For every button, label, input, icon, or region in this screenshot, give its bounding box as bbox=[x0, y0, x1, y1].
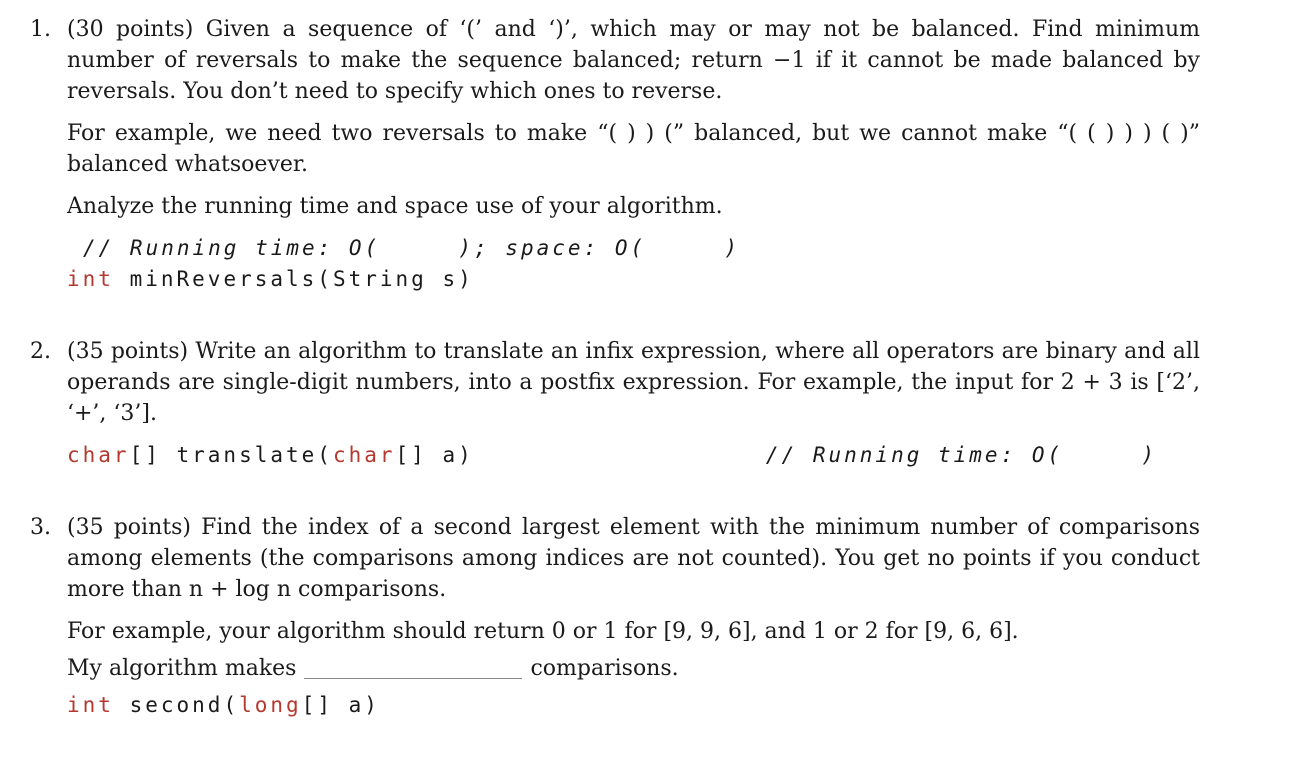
problem-number: 1. bbox=[30, 17, 51, 42]
comparison-count-line bbox=[67, 653, 1200, 684]
problem-1 bbox=[30, 14, 1200, 295]
problem-statement: (30 points) Given a sequence of ‘(’ and ‘)’, which may or may not be balanced. Find minimum number of reversals to make the sequence balanced; return −1 if it cannot be made balanced by reversals. You don’t need to specify which ones to reverse. bbox=[67, 17, 1200, 104]
code-text: [] a) bbox=[395, 443, 474, 467]
problem-2 bbox=[30, 336, 1200, 471]
problem-3 bbox=[30, 512, 1200, 721]
code-keyword: int bbox=[67, 693, 114, 717]
code-block bbox=[67, 233, 1200, 264]
analyze-instruction: Analyze the running time and space use of your algorithm. bbox=[67, 194, 723, 219]
problem-statement: (35 points) Write an algorithm to translate an infix expression, where all operators are binary and all operands are single-digit numbers, into a postfix expression. For example, the input for 2 + 3 is [‘2’, ‘+’, ‘3’]. bbox=[67, 339, 1200, 426]
problem-example: For example, we need two reversals to make “( ) ) (” balanced, but we cannot make “( ( ) ) ) ( )” balanced whatsoever. bbox=[67, 121, 1200, 177]
code-signature bbox=[67, 264, 1200, 295]
answer-blank[interactable] bbox=[304, 660, 522, 679]
code-keyword: long bbox=[239, 693, 302, 717]
problem-example: For example, your algorithm should return 0 or 1 for [9, 9, 6], and 1 or 2 for [9, 6, 6]. bbox=[67, 619, 1019, 644]
code-keyword: int bbox=[67, 267, 114, 291]
code-text: [] translate( bbox=[129, 443, 333, 467]
problem-number: 2. bbox=[30, 339, 51, 364]
code-keyword: char bbox=[332, 443, 396, 467]
code-text: second( bbox=[113, 693, 240, 717]
makes-prefix: My algorithm makes bbox=[67, 656, 297, 681]
code-comment: // Running time: O( ) bbox=[765, 443, 1157, 467]
code-signature bbox=[67, 440, 474, 471]
problem-statement: (35 points) Find the index of a second largest element with the minimum number of comparisons among elements (the comparisons among indices are not counted). You get no points if you conduct more than n + log n comparisons. bbox=[67, 515, 1200, 602]
code-keyword: char bbox=[67, 443, 130, 467]
code-comment: // Running time: O( ); space: O( ) bbox=[83, 236, 741, 260]
code-signature bbox=[67, 690, 1200, 721]
problem-number: 3. bbox=[30, 515, 51, 540]
makes-suffix: comparisons. bbox=[530, 656, 679, 681]
code-text: minReversals(String s) bbox=[113, 267, 474, 291]
code-text: [] a) bbox=[301, 693, 380, 717]
code-row bbox=[67, 440, 1157, 471]
